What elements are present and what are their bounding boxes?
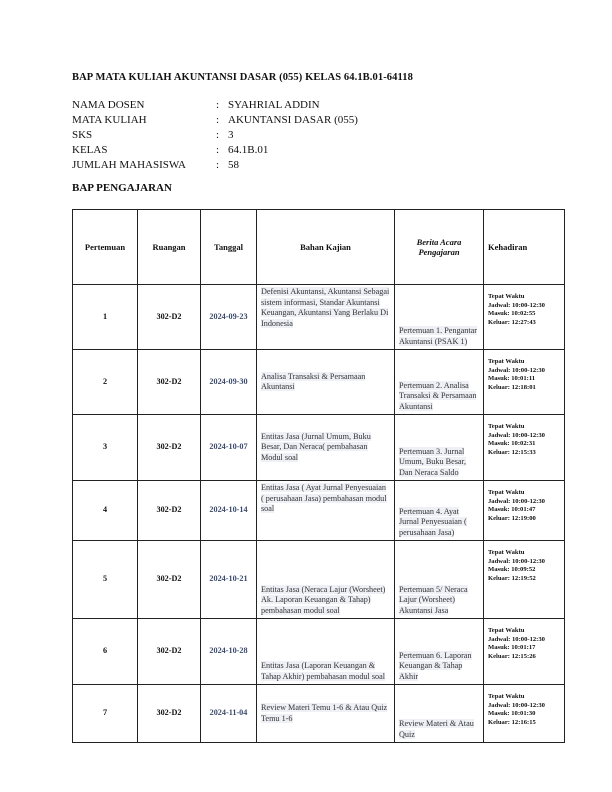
meeting-number: 7 <box>73 685 138 743</box>
info-value: 3 <box>228 129 234 141</box>
attendance-schedule: Jadwal: 10:00-12:30 <box>488 701 545 709</box>
room-cell: 302-D2 <box>138 619 201 685</box>
minutes-cell <box>395 685 484 743</box>
attendance-in: Masuk: 10:09:52 <box>488 566 536 574</box>
meeting-number: 3 <box>73 415 138 481</box>
attendance-in: Masuk: 10:01:17 <box>488 644 536 652</box>
info-label: JUMLAH MAHASISWA <box>72 159 186 171</box>
attendance-out: Keluar: 12:15:26 <box>488 652 536 660</box>
col-header-room: Ruangan <box>138 210 201 285</box>
date-cell: 2024-09-23 <box>201 285 257 350</box>
topic-cell <box>257 350 395 415</box>
date-cell: 2024-10-14 <box>201 481 257 541</box>
minutes-cell <box>395 285 484 350</box>
attendance-schedule: Jadwal: 10:00-12:30 <box>488 366 545 374</box>
topic-cell <box>257 285 395 350</box>
attendance-cell <box>484 685 565 743</box>
minutes-text: Pertemuan 1. Pengantar Akuntansi (PSAK 1) <box>399 326 477 346</box>
attendance-cell <box>484 619 565 685</box>
topic-text: Entitas Jasa (Laporan Keuangan & Tahap Akhir) pembahasan modul soal <box>261 661 386 681</box>
topic-text: Entitas Jasa (Neraca Lajur (Worsheet) Ak. Laporan Keuangan & Tahap) pembahasan modul soal <box>261 584 386 615</box>
info-colon: : <box>216 144 220 156</box>
table-row <box>73 541 565 619</box>
attendance-status: Tepat Waktu <box>488 423 525 430</box>
table-row <box>73 619 565 685</box>
info-colon: : <box>216 114 220 126</box>
col-header-meeting: Pertemuan <box>73 210 138 285</box>
topic-text: Analisa Transaksi & Persamaan Akuntansi <box>261 371 366 391</box>
topic-cell <box>257 415 395 481</box>
info-row-lecturer <box>72 98 358 113</box>
minutes-cell <box>395 541 484 619</box>
attendance-out: Keluar: 12:27:43 <box>488 318 536 326</box>
table-row <box>73 350 565 415</box>
attendance-status: Tepat Waktu <box>488 549 525 556</box>
info-colon: : <box>216 159 220 171</box>
meeting-number: 5 <box>73 541 138 619</box>
meeting-number: 4 <box>73 481 138 541</box>
minutes-cell <box>395 481 484 541</box>
attendance-status: Tepat Waktu <box>488 293 525 300</box>
topic-text: Review Materi Temu 1-6 & Atau Quiz Temu 1-6 <box>261 703 388 723</box>
topic-cell <box>257 541 395 619</box>
room-cell: 302-D2 <box>138 685 201 743</box>
minutes-text: Review Materi & Atau Quiz <box>399 719 474 739</box>
info-row-credits <box>72 128 358 143</box>
attendance-in: Masuk: 10:02:31 <box>488 440 536 448</box>
topic-text: Defenisi Akuntansi, Akuntansi Sebagai sistem informasi, Standar Akuntansi Keuangan, Akuntansi Yang Berlaku Di Indonesia <box>261 287 390 328</box>
info-label: MATA KULIAH <box>72 114 147 126</box>
info-colon: : <box>216 129 220 141</box>
attendance-schedule: Jadwal: 10:00-12:30 <box>488 635 545 643</box>
attendance-cell <box>484 415 565 481</box>
room-cell: 302-D2 <box>138 541 201 619</box>
minutes-text: Pertemuan 6. Laporan Keuangan & Tahap Akhir <box>399 650 472 681</box>
topic-text: Entitas Jasa ( Ayat Jurnal Penyesuaian ( perusahaan Jasa) pembahasan modul soal <box>261 483 387 513</box>
minutes-cell <box>395 350 484 415</box>
attendance-in: Masuk: 10:01:11 <box>488 375 536 383</box>
attendance-status: Tepat Waktu <box>488 489 525 496</box>
info-row-class <box>72 143 358 158</box>
info-value: 58 <box>228 159 239 171</box>
attendance-out: Keluar: 12:19:00 <box>488 514 536 522</box>
topic-cell <box>257 619 395 685</box>
info-label: KELAS <box>72 144 108 156</box>
info-row-students <box>72 158 358 173</box>
info-value: AKUNTANSI DASAR (055) <box>228 114 358 126</box>
table-row <box>73 415 565 481</box>
date-cell: 2024-10-28 <box>201 619 257 685</box>
section-title: BAP PENGAJARAN <box>72 182 172 194</box>
room-cell: 302-D2 <box>138 285 201 350</box>
attendance-schedule: Jadwal: 10:00-12:30 <box>488 497 545 505</box>
info-value: 64.1B.01 <box>228 144 269 156</box>
topic-text: Entitas Jasa (Jurnal Umum, Buku Besar, Dan Neraca( pembahasan Modul soal <box>261 431 371 462</box>
info-value: SYAHRIAL ADDIN <box>228 99 320 111</box>
col-header-topic: Bahan Kajian <box>257 210 395 285</box>
minutes-cell <box>395 619 484 685</box>
date-cell: 2024-11-04 <box>201 685 257 743</box>
attendance-status: Tepat Waktu <box>488 693 525 700</box>
attendance-status: Tepat Waktu <box>488 627 525 634</box>
attendance-cell <box>484 350 565 415</box>
attendance-schedule: Jadwal: 10:00-12:30 <box>488 431 545 439</box>
teaching-log-table <box>72 209 565 743</box>
info-row-course <box>72 113 358 128</box>
topic-cell <box>257 481 395 541</box>
info-label: SKS <box>72 129 93 141</box>
document-title: BAP MATA KULIAH AKUNTANSI DASAR (055) KELAS 64.1B.01-64118 <box>72 72 413 83</box>
table-row <box>73 685 565 743</box>
minutes-text: Pertemuan 2. Analisa Transaksi & Persamaan Akuntansi <box>399 380 477 411</box>
attendance-out: Keluar: 12:16:15 <box>488 718 536 726</box>
topic-cell <box>257 685 395 743</box>
info-colon: : <box>216 99 220 111</box>
attendance-schedule: Jadwal: 10:00-12:30 <box>488 557 545 565</box>
attendance-in: Masuk: 10:02:55 <box>488 310 536 318</box>
col-header-attendance: Kehadiran <box>484 210 565 285</box>
col-header-date: Tanggal <box>201 210 257 285</box>
meeting-number: 2 <box>73 350 138 415</box>
room-cell: 302-D2 <box>138 481 201 541</box>
minutes-text: Pertemuan 3. Jurnal Umum, Buku Besar, Dan Neraca Saldo <box>399 446 466 477</box>
meeting-number: 6 <box>73 619 138 685</box>
col-header-minutes: Berita Acara Pengajaran <box>395 210 484 285</box>
minutes-text: Pertemuan 4. Ayat Jurnal Penyesuaian ( perusahaan Jasa) <box>399 506 467 537</box>
attendance-out: Keluar: 12:19:52 <box>488 574 536 582</box>
table-header-row <box>73 210 565 285</box>
info-label: NAMA DOSEN <box>72 99 145 111</box>
date-cell: 2024-10-21 <box>201 541 257 619</box>
meeting-number: 1 <box>73 285 138 350</box>
attendance-status: Tepat Waktu <box>488 358 525 365</box>
attendance-schedule: Jadwal: 10:00-12:30 <box>488 301 545 309</box>
attendance-in: Masuk: 10:01:47 <box>488 506 536 514</box>
attendance-cell <box>484 285 565 350</box>
minutes-text: Pertemuan 5/ Neraca Lajur (Worsheet) Akuntansi Jasa <box>399 584 468 615</box>
attendance-out: Keluar: 12:18:01 <box>488 383 536 391</box>
attendance-out: Keluar: 12:15:33 <box>488 448 536 456</box>
date-cell: 2024-10-07 <box>201 415 257 481</box>
date-cell: 2024-09-30 <box>201 350 257 415</box>
minutes-cell <box>395 415 484 481</box>
course-info <box>72 98 358 173</box>
table-row <box>73 481 565 541</box>
room-cell: 302-D2 <box>138 415 201 481</box>
attendance-in: Masuk: 10:01:30 <box>488 710 536 718</box>
room-cell: 302-D2 <box>138 350 201 415</box>
table-row <box>73 285 565 350</box>
attendance-cell <box>484 541 565 619</box>
attendance-cell <box>484 481 565 541</box>
